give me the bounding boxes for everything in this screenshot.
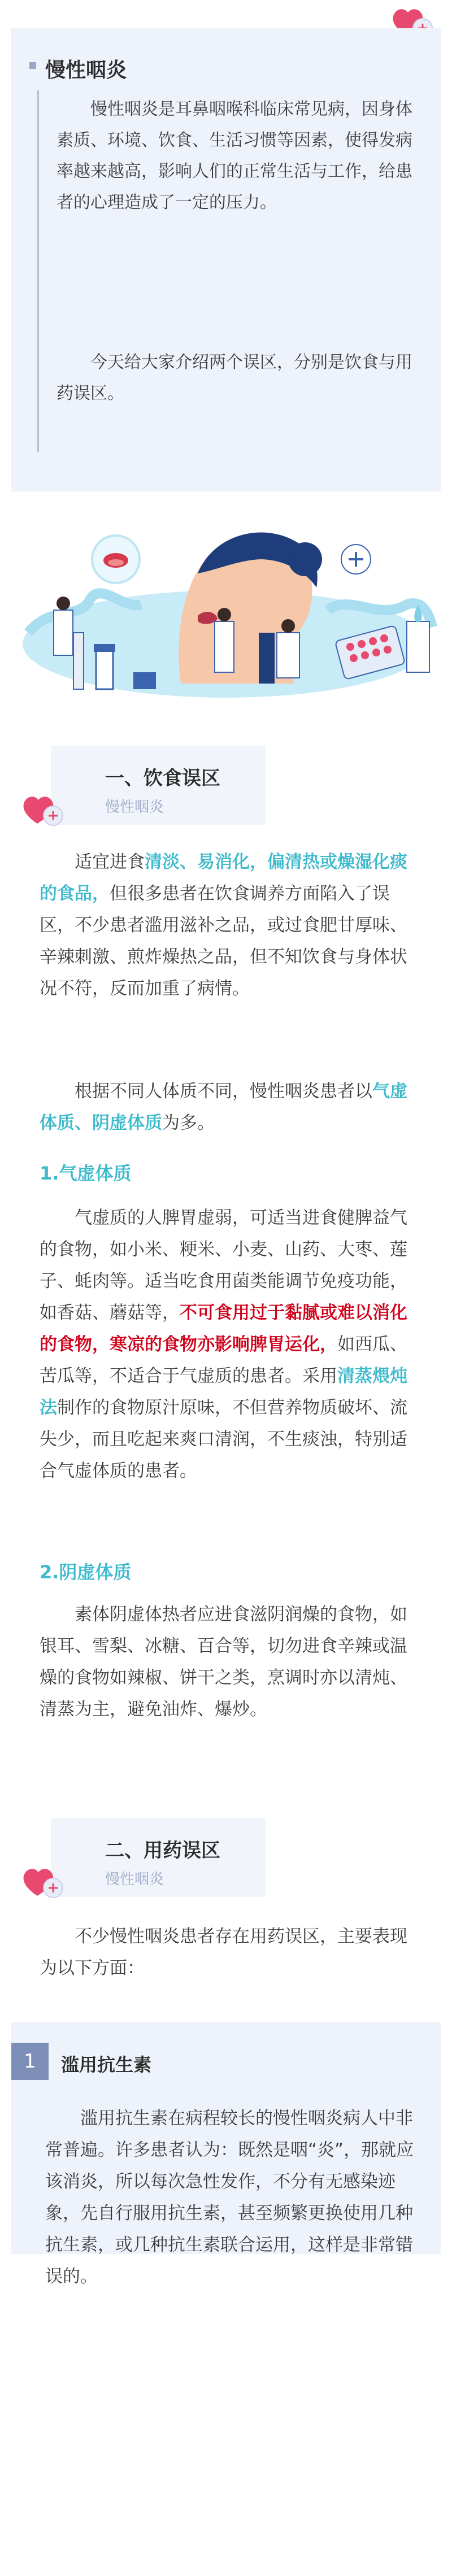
paragraph: 不少慢性咽炎患者存在用药误区，主要表现为以下方面： [40, 1926, 407, 1978]
quote-line [37, 90, 39, 452]
paragraph: 气虚质的人脾胃虚弱，可适当进食健脾益气的食物，如小米、粳米、小麦、山药、大枣、莲子、蚝肉等。适当吃食用菌类能调节免疫功能，如香菇、蘑菇等，不可食用过于黏腻或难以消化的食物，寒凉的食物亦影响脾胃运化，如西瓜、苦瓜等，不适合于气虚质的患者。采用清蒸煨炖法制作的食物原汁原味，不但营养物质破坏、流失少，而且吃起来爽口清润，不生痰浊，特别适合气虚体质的患者。 [40, 1208, 407, 1481]
highlight-text: 气虚体质、阴虚体质 [40, 1081, 407, 1133]
subheading: 2.阴虚体质 [40, 1561, 132, 1583]
item-number: 1 [11, 2043, 49, 2080]
highlight-text: 清蒸煨炖法 [40, 1366, 407, 1418]
subheading: 1.气虚体质 [40, 1163, 132, 1184]
item-title: 滥用抗生素 [61, 2054, 152, 2075]
highlight-text: 清淡、易消化，偏清热或燥湿化痰的食品， [40, 852, 407, 904]
paragraph: 适宜进食清淡、易消化，偏清热或燥湿化痰的食品，但很多患者在饮食调养方面陷入了误区，不少患者滥用滋补之品，或过食肥甘厚味、辛辣刺激、煎炸燥热之品，但不知饮食与身体状况不符，反而加重了病情。 [40, 852, 407, 999]
page-title: 慢性咽炎 [45, 59, 127, 82]
paragraph: 根据不同人体质不同，慢性咽炎患者以气虚体质、阴虚体质为多。 [40, 1081, 407, 1133]
section-subtitle: 慢性咽炎 [105, 1871, 164, 1888]
section-subtitle: 慢性咽炎 [105, 799, 164, 816]
section-title: 一、饮食误区 [105, 767, 220, 790]
medical-illustration [11, 520, 441, 706]
heart-plus-icon [20, 1862, 68, 1901]
section-title: 二、用药误区 [105, 1839, 220, 1862]
warning-text: 不可食用过于黏腻或难以消化的食物，寒凉的食物亦影响脾胃运化， [40, 1303, 407, 1355]
item-paragraph: 滥用抗生素在病程较长的慢性咽炎病人中非常普遍。许多患者认为：既然是咽“炎”，那就应该消炎，所以每次急性发作，不分有无感染迹象，先自行服用抗生素，甚至频繁更换使用几种抗生素，或几种抗生素联合运用，这样是非常错误的。 [45, 2108, 414, 2287]
intro-paragraph-2: 今天给大家介绍两个误区，分别是饮食与用药误区。 [56, 353, 412, 403]
intro-paragraph: 慢性咽炎是耳鼻咽喉科临床常见病，因身体素质、环境、饮食、生活习惯等因素，使得发病率越来越高，影响人们的正常生活与工作，给患者的心理造成了一定的压力。 [56, 99, 412, 212]
title-bullet [29, 62, 36, 69]
heart-plus-icon [20, 790, 68, 829]
paragraph: 素体阴虚体热者应进食滋阴润燥的食物，如银耳、雪梨、冰糖、百合等，切勿进食辛辣或温燥的食物如辣椒、饼干之类，烹调时亦以清炖、清蒸为主，避免油炸、爆炒。 [40, 1604, 407, 1720]
